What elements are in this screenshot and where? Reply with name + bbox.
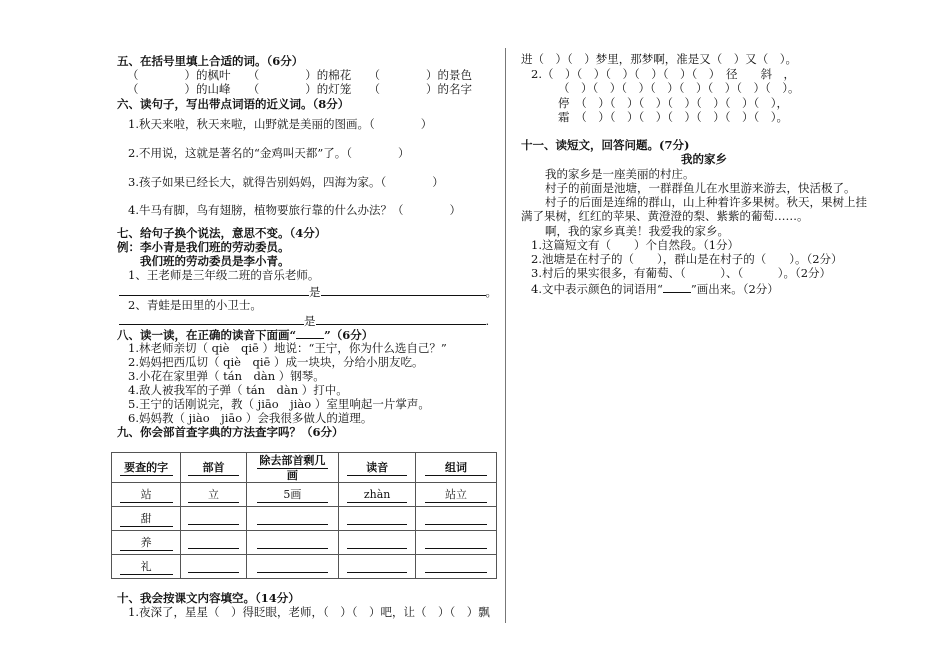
column-divider: [505, 48, 506, 623]
section-10-poem-line-1: 2.（ ）（ ）（ ）（ ）（ ）（ ） 径 斜 ，: [531, 67, 795, 81]
table-cell[interactable]: [416, 531, 497, 555]
section-8-question-2: 2.妈妈把西瓜切（ qiè qiē ）成一块块，分给小朋友吃。: [128, 355, 424, 369]
table-cell[interactable]: [416, 555, 497, 579]
question-4-part-2: ”画出来。（2分）: [690, 282, 779, 296]
section-8-title-part-1: 八、读一读，在正确的读音下面画“: [117, 328, 297, 342]
dictionary-lookup-table: [111, 452, 497, 579]
section-7-answer-line-2[interactable]: 是 .: [119, 313, 489, 328]
section-5-title: 五、在括号里填上合适的词。（6分）: [117, 54, 304, 68]
section-9-title: 九、你会部首查字典的方法查字吗？（6分）: [117, 425, 344, 439]
section-8-title-part-2: ”（6分）: [324, 328, 374, 342]
section-6-title: 六、读句子，写出带点词语的近义词。（8分）: [117, 97, 350, 111]
table-cell[interactable]: [416, 507, 497, 531]
passage-paragraph-3b: 满了果树，红红的苹果、黄澄澄的梨、紫紫的葡萄……。: [521, 209, 809, 223]
table-row: [112, 507, 497, 531]
underline-mark: [663, 281, 691, 293]
header-character: 要查的字: [112, 453, 181, 483]
section-11-question-1: 1.这篇短文有（ ）个自然段。（1分）: [531, 238, 740, 252]
section-5-row-2: （ ）的山峰 （ ）的灯笼 （ ）的名字: [127, 82, 472, 96]
section-8-question-1: 1.林老师亲切（ qiè qiē ）地说：“王宁，你为什么选自己？”: [128, 341, 447, 355]
table-row: [112, 531, 497, 555]
passage-paragraph-1: 我的家乡是一座美丽的村庄。: [545, 167, 695, 181]
section-10-continued-line-1: 进（ ）（ ）梦里，那梦啊，准是又（ ）又（ ）。: [521, 52, 797, 66]
section-11-question-4: [531, 281, 779, 296]
section-7-example-2: 我们班的劳动委员是李小青。: [140, 254, 290, 268]
table-cell[interactable]: [339, 507, 416, 531]
section-7-question-2: 2、青蛙是田里的小卫士。: [128, 298, 262, 312]
question-4-part-1: 4.文中表示颜色的词语用“: [531, 282, 663, 296]
table-cell[interactable]: [181, 531, 246, 555]
table-cell: 立: [181, 483, 246, 507]
section-10-poem-line-4: 霜 （ ）（ ）（ ）（ ）（ ）（ ）（ ）。: [558, 110, 788, 124]
table-cell[interactable]: [339, 531, 416, 555]
section-7-title: 七、给句子换个说法，意思不变。（4分）: [117, 226, 327, 240]
passage-paragraph-4: 啊，我的家乡真美！我爱我的家乡。: [545, 224, 729, 238]
header-pronunciation: 读音: [339, 453, 416, 483]
table-cell: 站立: [416, 483, 497, 507]
section-5-row-1: （ ）的枫叶 （ ）的棉花 （ ）的景色: [127, 68, 472, 82]
table-cell: 5画: [246, 483, 338, 507]
table-cell: 甜: [112, 507, 181, 531]
table-row: [112, 483, 497, 507]
table-cell: 站: [112, 483, 181, 507]
answer-connector: 是: [304, 314, 316, 328]
header-remaining-strokes: 除去部首剩几画: [246, 453, 338, 483]
header-radical: 部首: [181, 453, 246, 483]
table-cell: 礼: [112, 555, 181, 579]
passage-title: 我的家乡: [681, 152, 727, 166]
section-6-question-2: 2.不用说，这就是著名的“金鸡叫天都”了。（ ）: [128, 146, 410, 160]
table-header-row: [112, 453, 497, 483]
section-8-question-4: 4.敌人被我军的子弹（ tán dàn ）打中。: [128, 383, 348, 397]
header-word: 组词: [416, 453, 497, 483]
table-cell: 养: [112, 531, 181, 555]
section-11-question-3: 3.村后的果实很多，有葡萄、（ ）、（ ）。（2分）: [531, 266, 832, 280]
answer-connector: 是: [309, 285, 321, 299]
answer-blank[interactable]: [316, 313, 486, 325]
passage-paragraph-3a: 村子的后面是连绵的群山，山上种着许多果树。秋天，果树上挂: [545, 195, 867, 209]
answer-blank[interactable]: [119, 313, 304, 325]
section-8-question-5: 5.王宁的话刚说完，教（ jiāo jiào ）室里响起一片掌声。: [128, 397, 430, 411]
table-cell[interactable]: [339, 555, 416, 579]
answer-blank[interactable]: [321, 284, 486, 296]
section-10-title: 十、我会按课文内容填空。（14分）: [117, 591, 300, 605]
section-7-example-1: 例：李小青是我们班的劳动委员。: [117, 240, 290, 254]
table-cell[interactable]: [246, 507, 338, 531]
passage-paragraph-2: 村子的前面是池塘，一群群鱼儿在水里游来游去，快活极了。: [545, 181, 856, 195]
table-cell[interactable]: [246, 555, 338, 579]
section-6-question-4: 4.牛马有脚，鸟有翅膀，植物要旅行靠的什么办法？（ ）: [128, 203, 461, 217]
section-6-question-1: 1.秋天来啦，秋天来啦，山野就是美丽的图画。（ ）: [128, 117, 433, 131]
section-10-question-1: 1.夜深了，星星（ ）得眨眼，老师，（ ）（ ）吧，让（ ）（ ）飘: [128, 605, 490, 619]
section-7-answer-line-1[interactable]: 是 。: [119, 284, 497, 299]
section-7-question-1: 1、王老师是三年级二班的音乐老师。: [128, 268, 320, 282]
answer-blank[interactable]: [119, 284, 309, 296]
table-cell[interactable]: [181, 507, 246, 531]
section-10-poem-line-2: （ ）（ ）（ ）（ ）（ ）（ ）（ ）（ ）。: [558, 81, 800, 95]
section-6-question-3: 3.孩子如果已经长大，就得告别妈妈，四海为家。（ ）: [128, 175, 444, 189]
table-cell[interactable]: [181, 555, 246, 579]
section-10-poem-line-3: 停 （ ）（ ）（ ）（ ）（ ）（ ）（ ），: [558, 96, 788, 110]
section-8-title: [117, 327, 373, 342]
table-row: [112, 555, 497, 579]
underline-mark: [296, 327, 324, 339]
table-cell[interactable]: [246, 531, 338, 555]
section-8-question-3: 3.小花在家里弹（ tán dàn ）钢琴。: [128, 369, 325, 383]
table-cell: zhàn: [339, 483, 416, 507]
section-11-question-2: 2.池塘是在村子的（ ），群山是在村子的（ ）。（2分）: [531, 252, 843, 266]
section-8-question-6: 6.妈妈教（ jiào jiāo ）会我很多做人的道理。: [128, 411, 373, 425]
section-11-title: 十一、读短文，回答问题。(7分): [521, 138, 690, 152]
